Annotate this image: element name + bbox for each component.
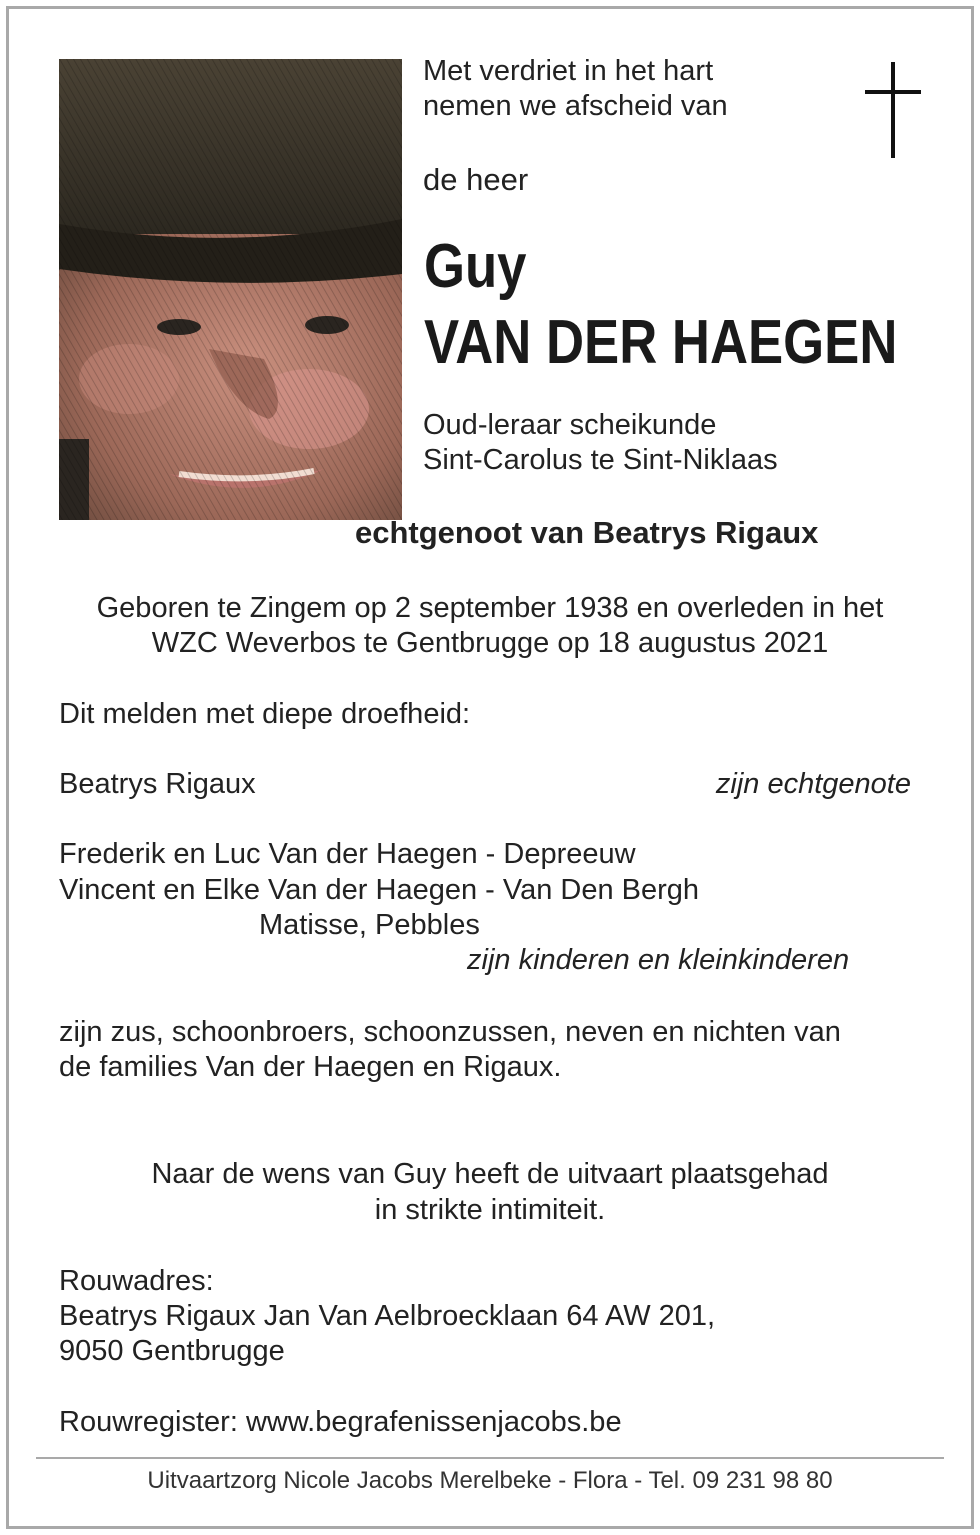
- relatives-line-2: de families Van der Haegen en Rigaux.: [59, 1051, 562, 1083]
- deceased-last-name: VAN DER HAEGEN: [424, 308, 898, 377]
- funeral-line-2: in strikte intimiteit.: [374, 1194, 606, 1226]
- portrait-photo: [59, 59, 402, 520]
- funeral-line-1: Naar de wens van Guy heeft de uitvaart plaatsgehad: [151, 1158, 829, 1190]
- dates-line-2: WZC Weverbos te Gentbrugge op 18 augustus 2021: [151, 627, 829, 659]
- footer-text: Uitvaartzorg Nicole Jacobs Merelbeke - Flora - Tel. 09 231 98 80: [147, 1467, 833, 1494]
- intro-line-1: Met verdriet in het hart: [423, 55, 714, 87]
- cross-icon: [865, 62, 921, 158]
- role-line-2: Sint-Carolus te Sint-Niklaas: [423, 444, 778, 476]
- spouse-name: Beatrys Rigaux: [59, 768, 256, 800]
- relatives-line-1: zijn zus, schoonbroers, schoonzussen, neven en nichten van: [59, 1016, 841, 1048]
- address-line-2: 9050 Gentbrugge: [59, 1335, 285, 1367]
- children-role: zijn kinderen en kleinkinderen: [467, 944, 850, 976]
- salutation: de heer: [423, 162, 529, 197]
- spouse-role: zijn echtgenote: [715, 768, 911, 800]
- intro-line-2: nemen we afscheid van: [423, 90, 728, 122]
- spouse-line: echtgenoot van Beatrys Rigaux: [355, 515, 819, 550]
- announcement: Dit melden met diepe droefheid:: [59, 698, 471, 730]
- deceased-first-name: Guy: [424, 232, 527, 301]
- children-line-2: Vincent en Elke Van der Haegen - Van Den Bergh: [59, 874, 700, 906]
- address-line-1: Beatrys Rigaux Jan Van Aelbroecklaan 64 AW 201,: [59, 1300, 716, 1332]
- children-line-1: Frederik en Luc Van der Haegen - Depreeuw: [59, 838, 636, 870]
- register-link[interactable]: Rouwregister: www.begrafenissenjacobs.be: [59, 1406, 622, 1438]
- footer-divider: [36, 1457, 944, 1459]
- address-label: Rouwadres:: [59, 1265, 214, 1297]
- dates-line-1: Geboren te Zingem op 2 september 1938 en overleden in het: [96, 592, 884, 624]
- grandchildren: Matisse, Pebbles: [259, 909, 480, 941]
- role-line-1: Oud-leraar scheikunde: [423, 409, 717, 441]
